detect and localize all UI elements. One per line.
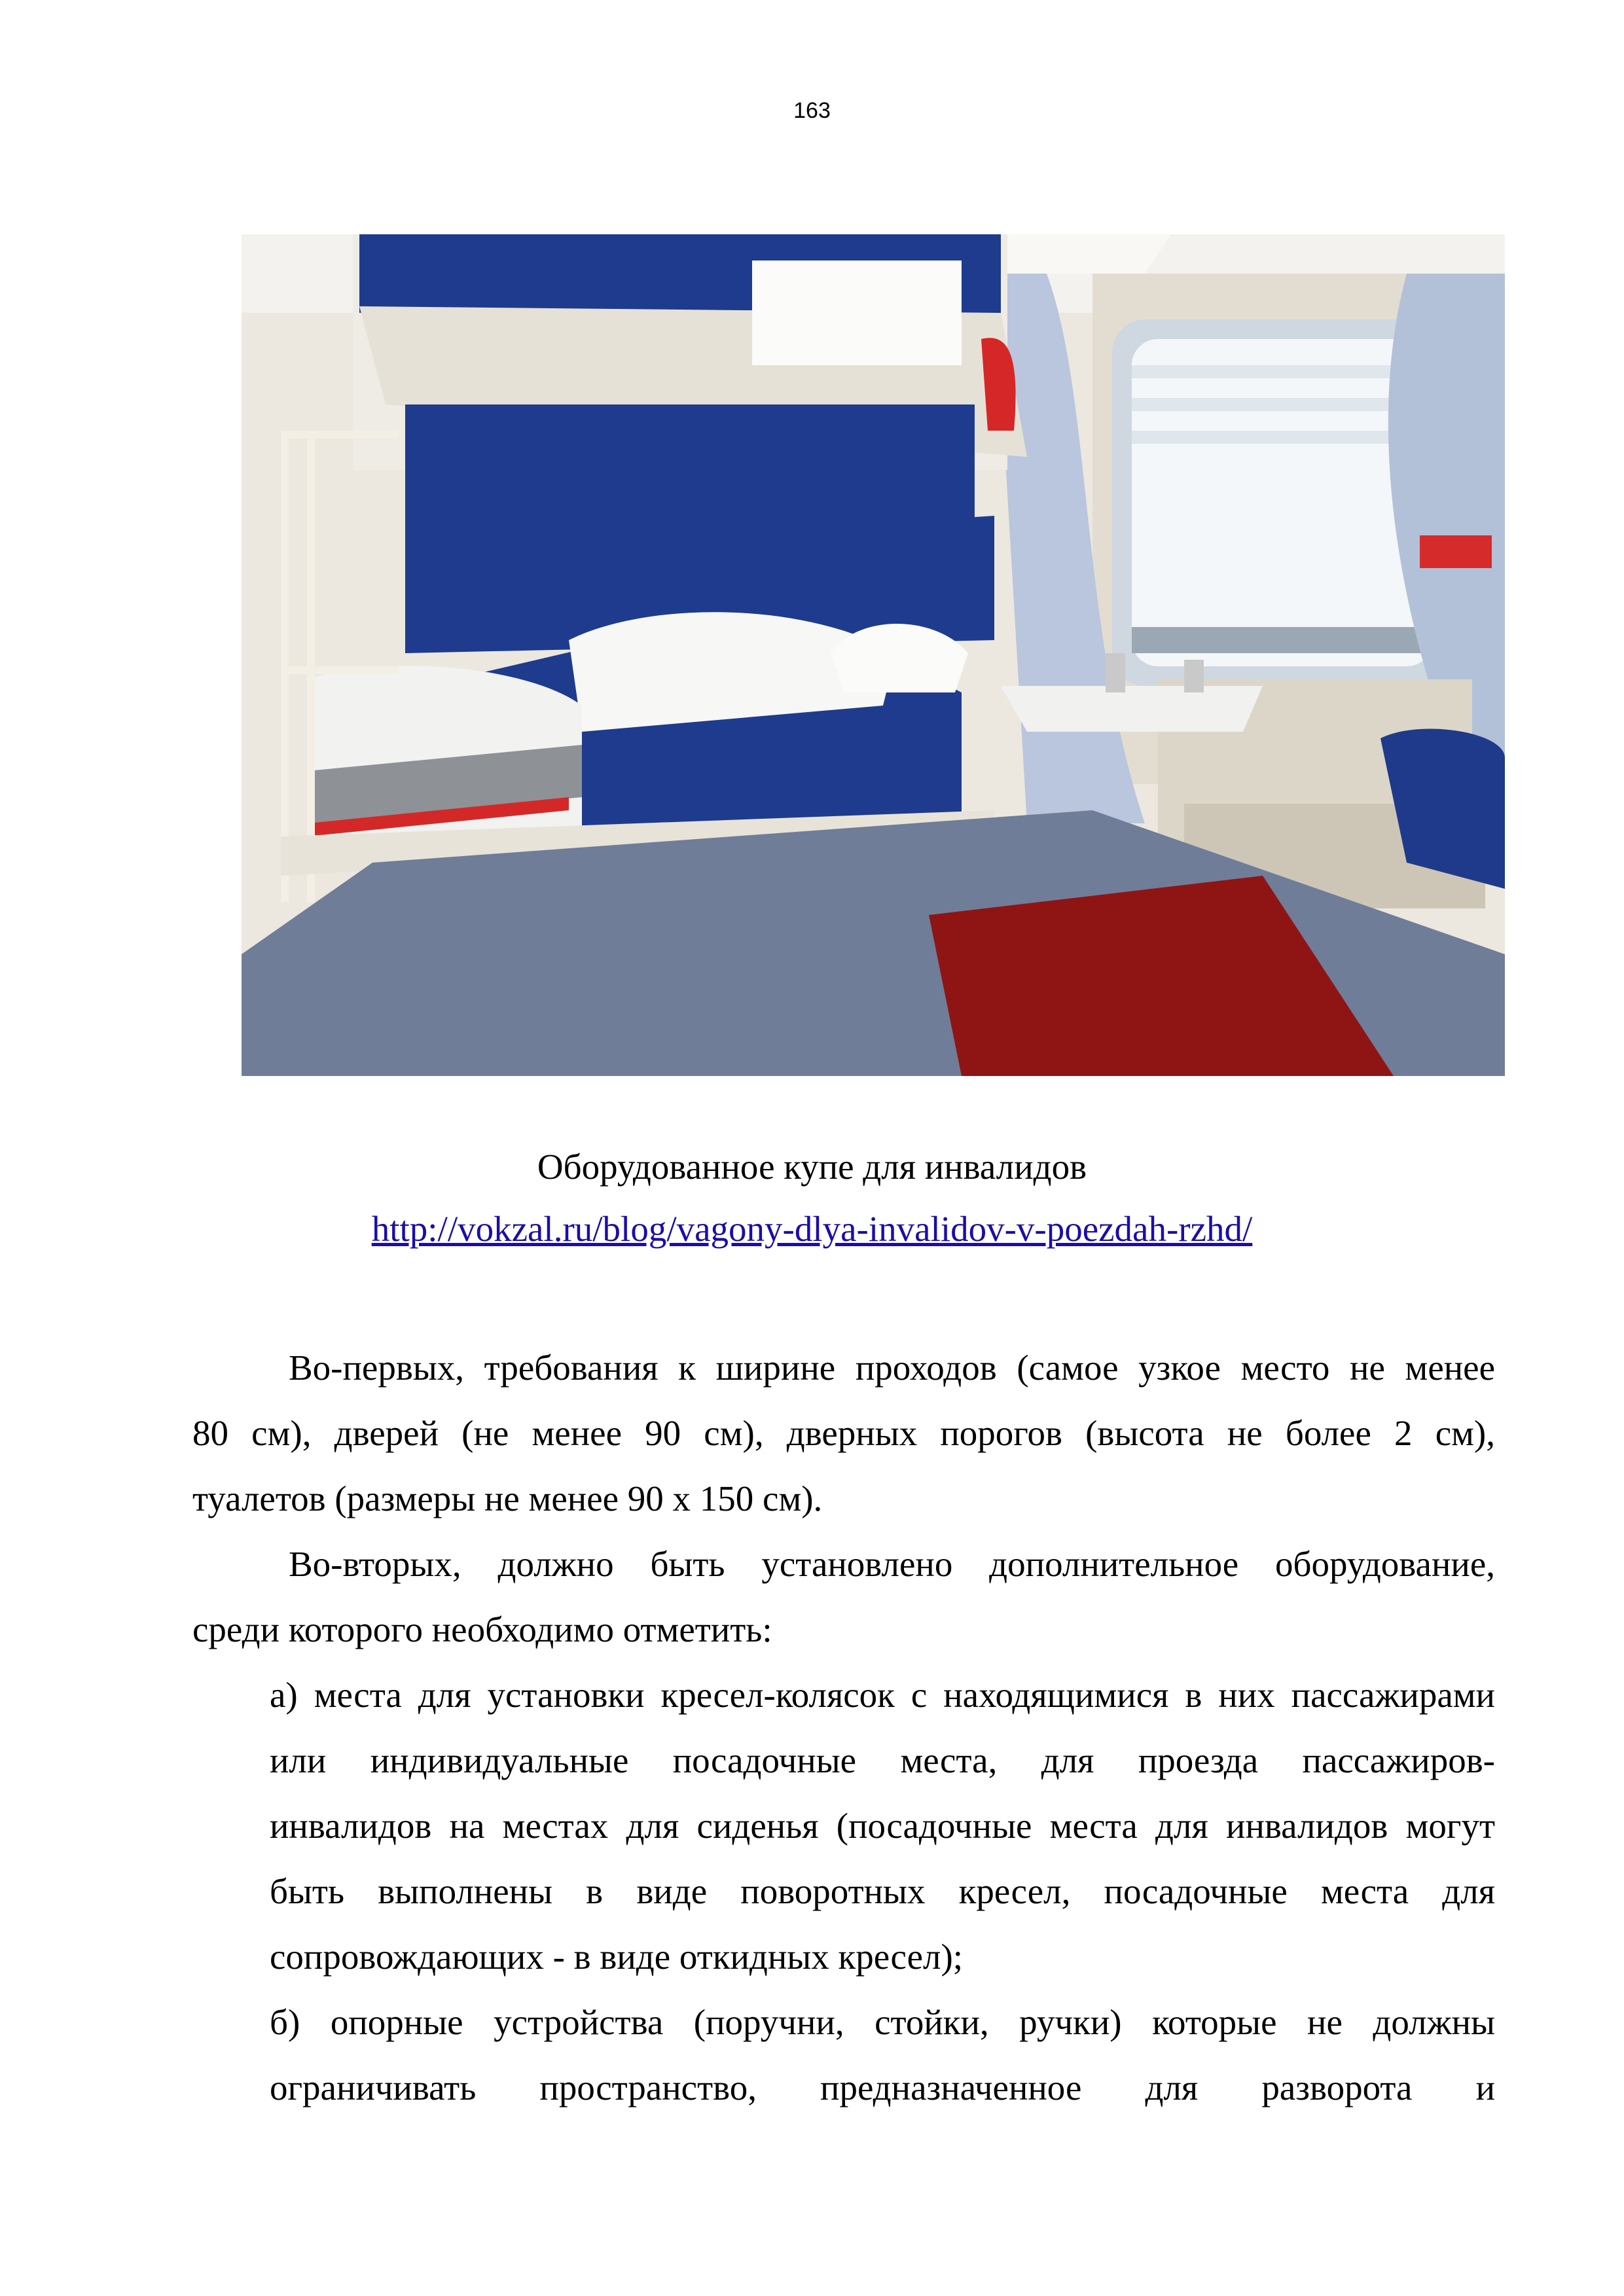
figure-caption: Оборудованное купе для инвалидов [537, 1147, 1087, 1187]
p1-line-3: туалетов (размеры не менее 90 х 150 см). [192, 1479, 823, 1518]
body-text [192, 1335, 1495, 2121]
item-a-line-5: сопровождающих - в виде откидных кресел); [270, 1937, 964, 1977]
item-a-line-3: инвалидов на местах для сиденья (посадочные места для инвалидов могут [270, 1806, 1495, 1846]
page-number: 163 [793, 98, 831, 123]
p2-line-2: среди которого необходимо отметить: [192, 1609, 772, 1649]
p1-line-2: 80 см), дверей (не менее 90 см), дверных порогов (высота не более 2 см), [192, 1413, 1495, 1453]
source-link[interactable]: http://vokzal.ru/blog/vagony-dlya-invalidov-v-poezdah-rzhd/ [371, 1209, 1253, 1249]
p2-line-1: Во-вторых, должно быть установлено дополнительное оборудование, [289, 1544, 1495, 1584]
compartment-photo [242, 234, 1505, 1076]
train-compartment-illustration [242, 234, 1505, 1076]
item-a-line-2: или индивидуальные посадочные места, для проезда пассажиров- [270, 1740, 1495, 1780]
item-a-line-4: быть выполнены в виде поворотных кресел, посадочные места для [270, 1871, 1495, 1911]
item-a-line-1: а) места для установки кресел-колясок с находящимися в них пассажирами [270, 1675, 1495, 1715]
source-link-container [0, 1208, 1624, 1251]
p1-line-1: Во-первых, требования к ширине проходов (самое узкое место не менее [289, 1348, 1495, 1388]
item-b-line-1: б) опорные устройства (поручни, стойки, ручки) которые не должны [270, 2002, 1495, 2042]
item-b-line-2: ограничивать пространство, предназначенное для разворота и [270, 2068, 1495, 2108]
